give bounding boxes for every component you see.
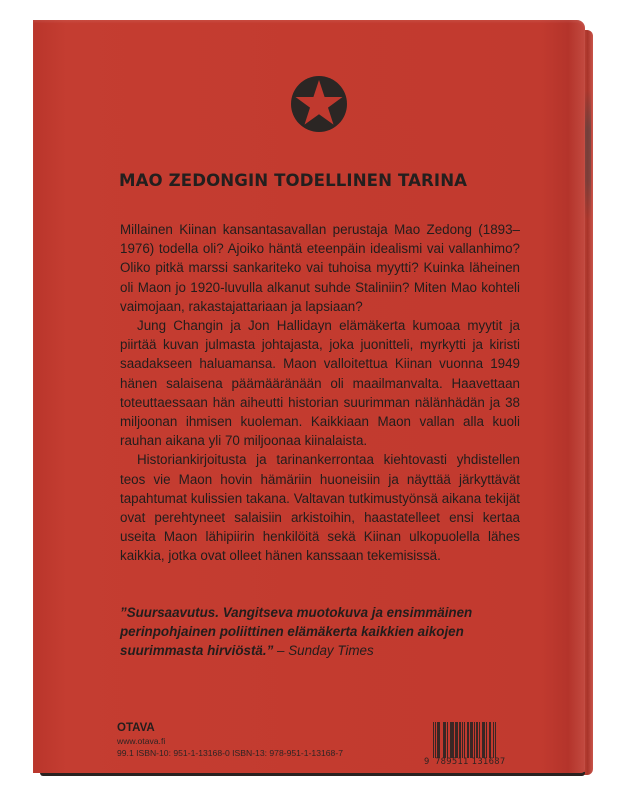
quote-text: ”Suursaavutus. Vangitseva muotokuva ja ensimmäinen perinpohjainen poliittinen elämäkerta kaikkien aikojen suurimmasta hirviöstä.” (120, 605, 473, 659)
blurb-paragraph: Millainen Kiinan kansantasavallan perustaja Mao Zedong (1893–1976) todella oli? Ajoiko häntä eteenpäin idealismi vai vallanhimo? Oliko pitkä marssi sankariteko vai tuhoisa myytti? Kuinka läheinen oli Maon jo 1920-luvulla alkanut suhde Staliniin? Miten Mao kohteli vaimojaan, rakastajattariaan ja lapsiaan? (120, 222, 520, 314)
spine-shadow (584, 90, 591, 220)
blurb-paragraph: Historiankirjoitusta ja tarinankerrontaa kiehtovasti yhdistellen teos vie Maon hovin hämäriin huoneisiin ja näyttää järkyttävät tapahtumat kulissien takana. Valtavan tutkimustyönsä aikana tekijät ovat perehtyneet salaisiin arkistoihin, haastatelleet ensi kertaa useita Maon lähipiirin henkilöitä sekä Kiinan ulkopuolella lähes kaikkia, jotka ovat olleet hänen kanssaan tekemisissä. (120, 452, 520, 564)
blurb (120, 220, 520, 566)
barcode-number: 789511 131687 (435, 756, 506, 766)
barcode-digits (424, 756, 506, 766)
review-quote (120, 603, 522, 661)
barcode-lead-digit: 9 (424, 756, 430, 766)
blurb-paragraph: Jung Changin ja Jon Hallidayn elämäkerta kumoaa myytit ja piirtää kuvan julmasta johtajasta, joka juonitteli, myrkytti ja kiristi saadakseen haluamansa. Maon valloitettua Kiinan vuonna 1949 hänen salaisena päämääränään oli maailmanvalta. Haavettaan toteuttaessaan hän aiheutti historian suurimman nälänhädän ja 38 miljoonan ihmisen kuoleman. Kaikkiaan Maon vallan alla kuoli rauhan aikana yli 70 miljoonaa kiinalaista. (120, 318, 520, 449)
publisher-url: www.otava.fi (117, 736, 166, 746)
isbn-line: 99.1 ISBN-10: 951-1-13168-0 ISBN-13: 978-951-1-13168-7 (117, 748, 343, 758)
star-icon (291, 76, 347, 132)
isbn-barcode (424, 722, 524, 770)
star-emblem-icon (291, 76, 347, 132)
barcode-bars (433, 722, 519, 758)
publisher-name: OTAVA (117, 722, 155, 734)
book-title: MAO ZEDONGIN TODELLINEN TARINA (119, 171, 468, 190)
quote-source: – Sunday Times (273, 643, 374, 659)
barcode-bar (496, 722, 497, 758)
publisher-block (117, 722, 343, 759)
